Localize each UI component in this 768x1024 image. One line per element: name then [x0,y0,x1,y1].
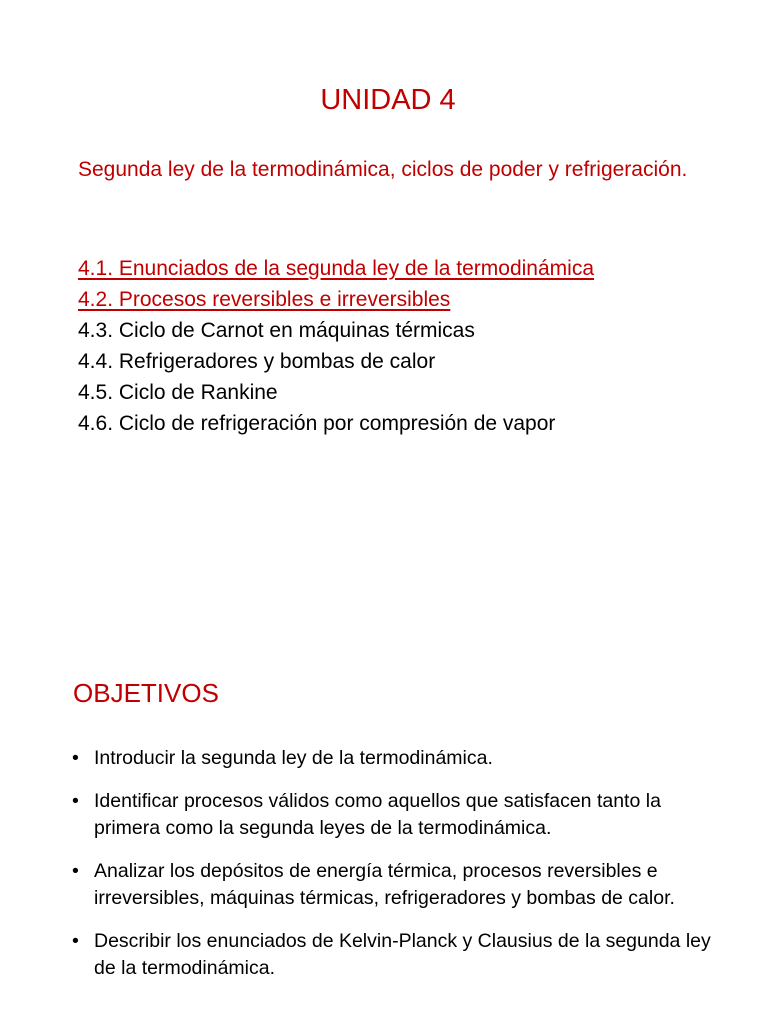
topic-item-4-5: 4.5. Ciclo de Rankine [78,381,278,404]
objective-item [72,745,722,772]
objective-text: Analizar los depósitos de energía térmica, procesos reversibles e irreversibles, máquinas térmicas, refrigeradores y bombas de calor. [94,860,675,909]
objective-text: Identificar procesos válidos como aquellos que satisfacen tanto la primera como la segunda leyes de la termodinámica. [94,790,661,839]
objective-item [72,788,722,842]
topic-list [78,253,758,439]
topic-link-4-2[interactable]: 4.2. Procesos reversibles e irreversibles [78,288,451,311]
bullet-icon: • [72,860,79,882]
objective-item [72,928,722,982]
topic-item-4-1[interactable] [78,253,758,284]
objective-text: Describir los enunciados de Kelvin-Planck y Clausius de la segunda ley de la termodinámica. [94,930,711,979]
objective-text: Introducir la segunda ley de la termodinámica. [94,747,493,769]
objectives-list [72,745,722,998]
topic-item-4-6: 4.6. Ciclo de refrigeración por compresión de vapor [78,412,556,435]
topic-link-4-1[interactable]: 4.1. Enunciados de la segunda ley de la termodinámica [78,257,594,280]
bullet-icon: • [72,930,79,952]
topic-item-4-2[interactable] [78,284,758,315]
bullet-icon: • [72,790,79,812]
page-title: UNIDAD 4 [320,84,456,116]
unit-subtitle: Segunda ley de la termodinámica, ciclos de poder y refrigeración. [78,158,688,181]
topic-item-4-4: 4.4. Refrigeradores y bombas de calor [78,350,436,373]
objective-item [72,858,722,912]
bullet-icon: • [72,747,79,769]
topic-item-4-3: 4.3. Ciclo de Carnot en máquinas térmicas [78,319,475,342]
objectives-heading: OBJETIVOS [73,678,219,708]
